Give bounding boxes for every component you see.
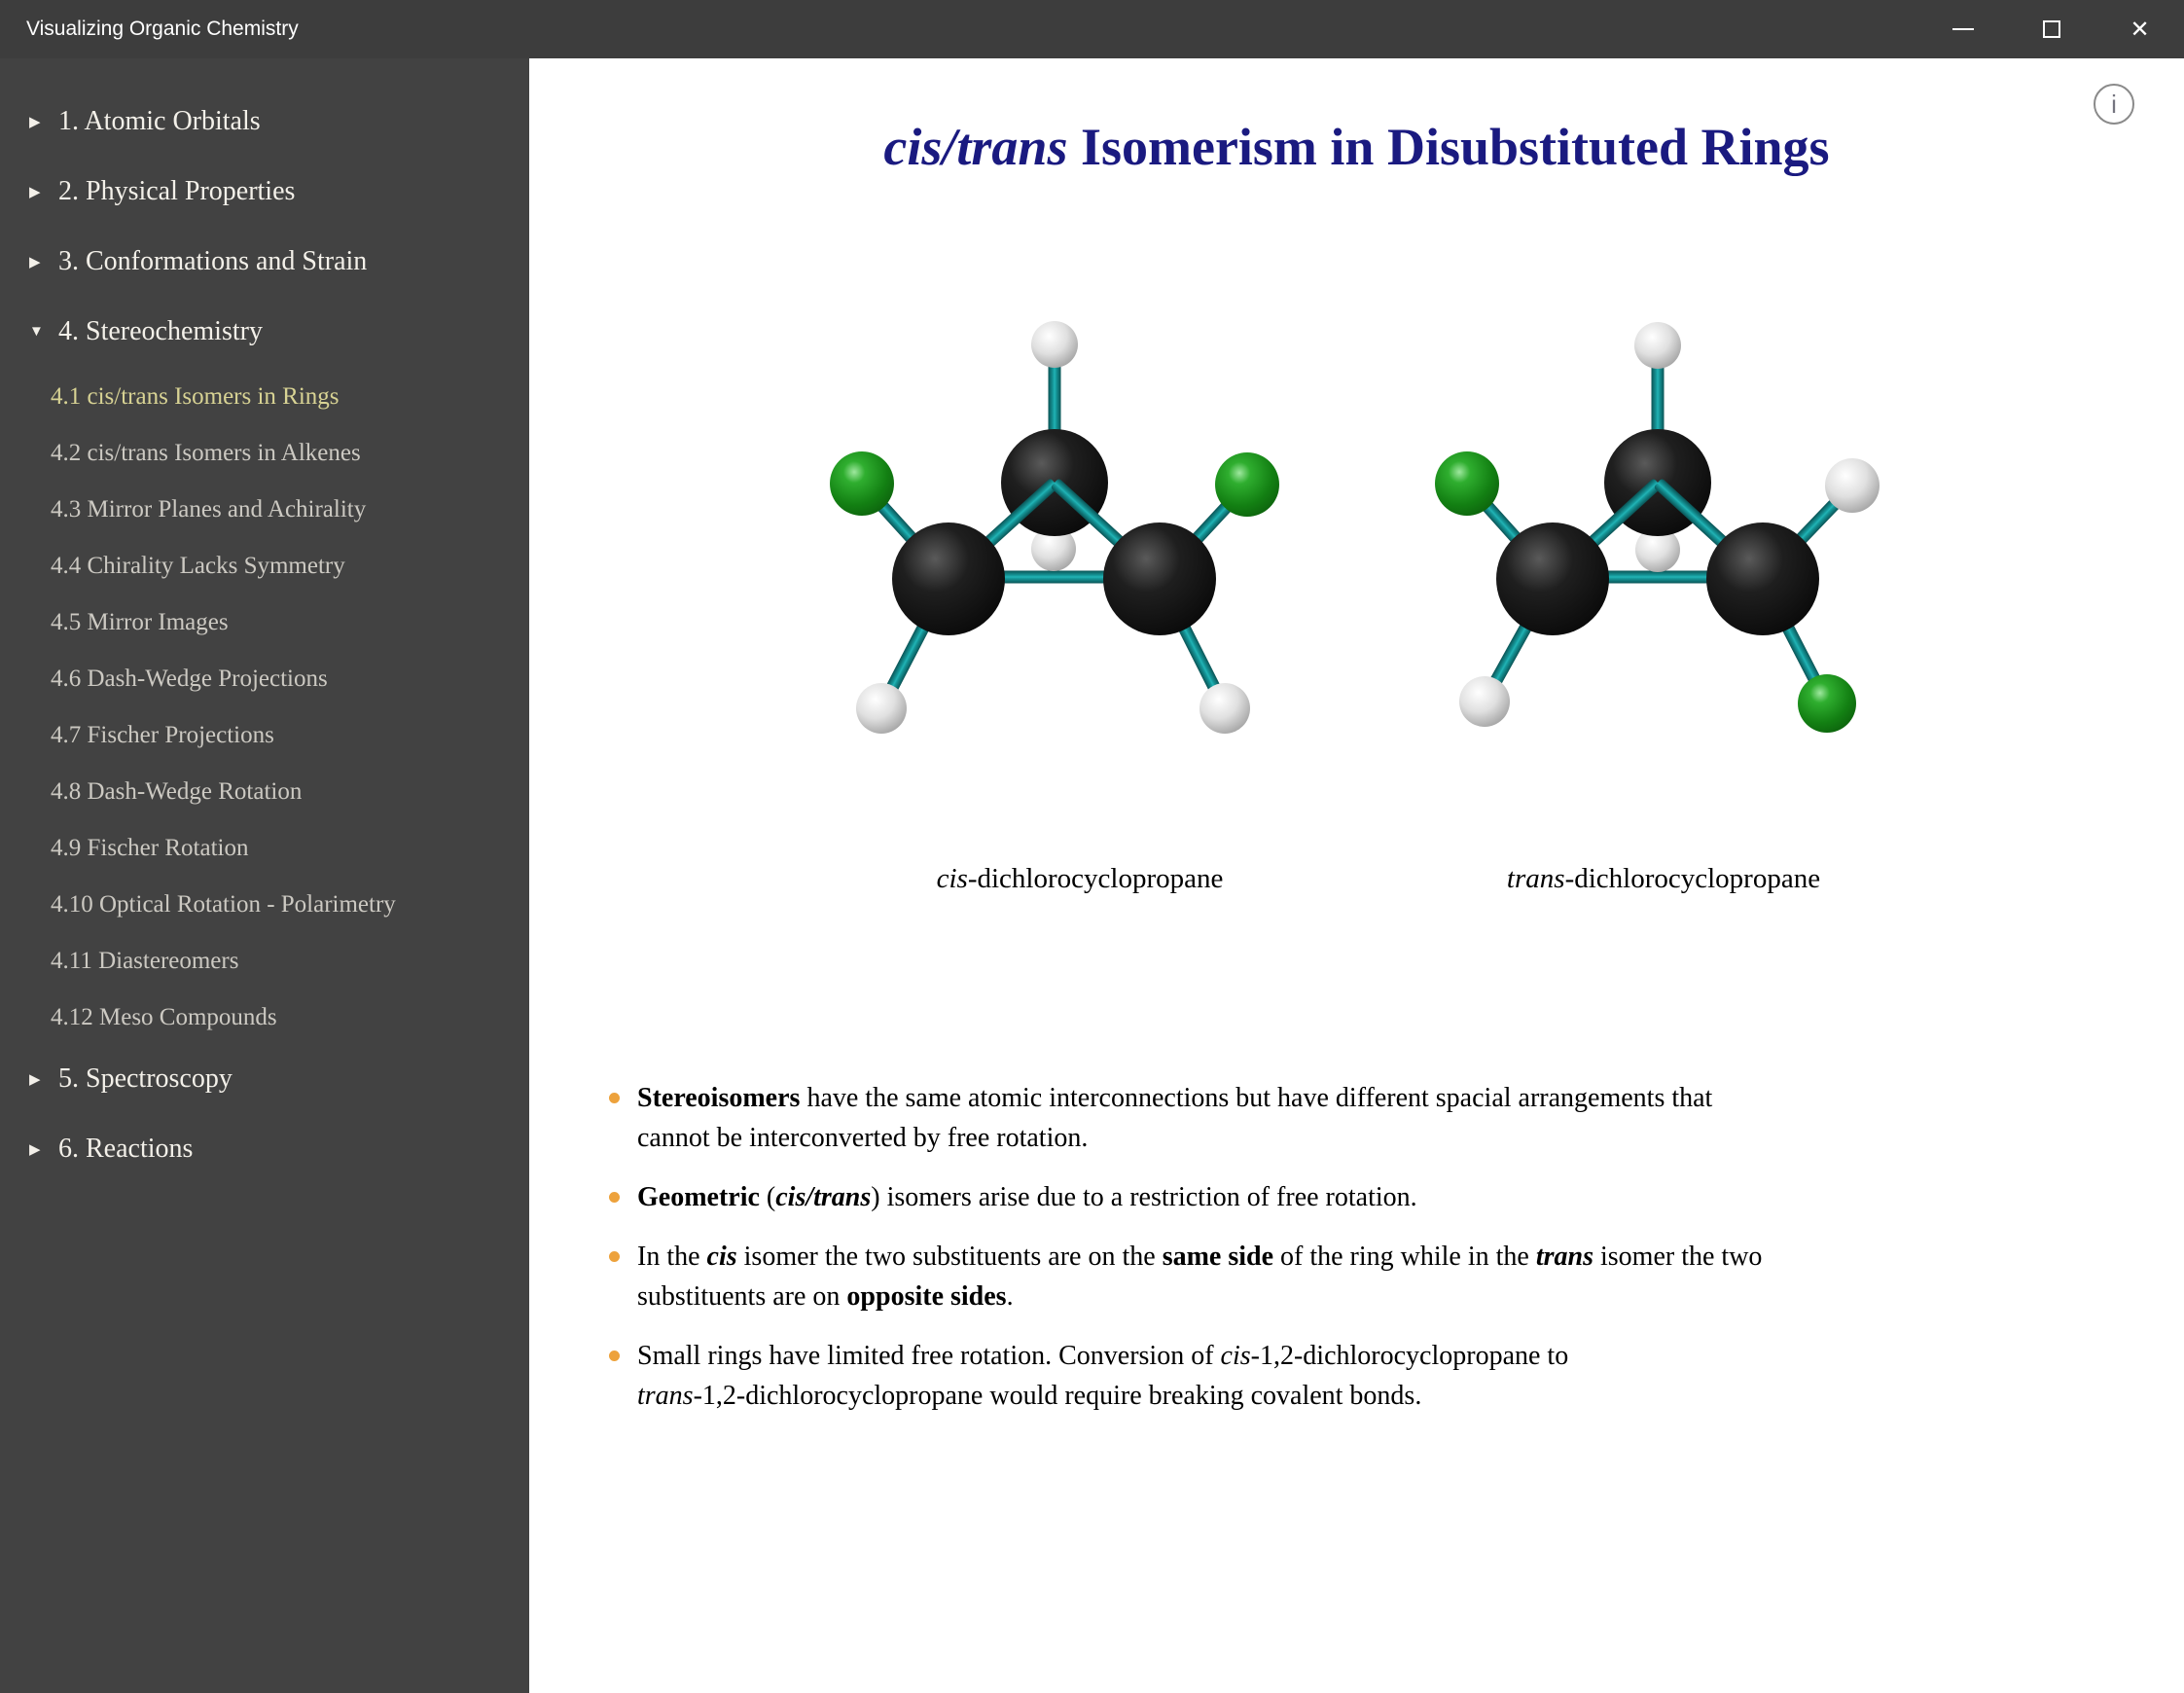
minimize-button[interactable] xyxy=(1918,0,2007,58)
bullet-text: Geometric (cis/trans) isomers arise due to a restriction of free rotation. xyxy=(637,1182,1417,1212)
window-controls xyxy=(1918,0,2184,58)
sidebar-chapter-2[interactable] xyxy=(0,170,529,213)
sidebar-nav xyxy=(0,58,529,1171)
info-icon: i xyxy=(2111,90,2117,119)
chapter-label: 6. Reactions xyxy=(58,1134,194,1164)
info-button[interactable] xyxy=(2094,84,2134,125)
chapter-label: 2. Physical Properties xyxy=(58,176,296,206)
bullet-text: In the cis isomer the two substituents are on the same side of the ring while in the trans isomer the two substituents are on opposite sides. xyxy=(637,1242,1763,1312)
caption-trans-rest: -dichlorocyclopropane xyxy=(1564,863,1821,894)
caption-trans-italic: trans xyxy=(1506,863,1565,894)
sidebar-item-4.11[interactable]: 4.11 Diastereomers xyxy=(51,948,239,974)
caption-cis-rest: -dichlorocyclopropane xyxy=(967,863,1224,894)
sidebar xyxy=(0,58,529,1693)
bullet-text: Stereoisomers have the same atomic interconnections but have different spacial arrangements that cannot be interconverted by free rotation. xyxy=(637,1083,1713,1153)
sidebar-item-4.3[interactable]: 4.3 Mirror Planes and Achirality xyxy=(51,496,367,522)
main-content xyxy=(529,58,2184,1693)
sidebar-chapter-6[interactable] xyxy=(0,1128,529,1171)
chevron-collapsed-icon: ▶ xyxy=(29,254,41,270)
caption-trans xyxy=(1411,863,1916,895)
bullet-dot-icon xyxy=(609,1251,620,1262)
caption-cis xyxy=(827,863,1333,895)
sidebar-chapter-1[interactable] xyxy=(0,100,529,143)
sidebar-item-4.1[interactable]: 4.1 cis/trans Isomers in Rings xyxy=(51,383,340,410)
sidebar-item-4.5[interactable]: 4.5 Mirror Images xyxy=(51,609,229,635)
page-title-italic: cis/trans xyxy=(883,118,1068,176)
chapter-label: 5. Spectroscopy xyxy=(58,1063,233,1094)
page-title xyxy=(529,117,2184,177)
sidebar-chapter-3[interactable] xyxy=(0,240,529,283)
caption-cis-italic: cis xyxy=(936,863,968,894)
sidebar-chapter-4[interactable] xyxy=(0,310,529,353)
sidebar-item-4.12[interactable]: 4.12 Meso Compounds xyxy=(51,1004,277,1030)
chevron-collapsed-icon: ▶ xyxy=(29,184,41,200)
sidebar-item-4.6[interactable]: 4.6 Dash-Wedge Projections xyxy=(51,666,328,692)
molecule-cis-image xyxy=(827,292,1333,759)
maximize-button[interactable] xyxy=(2007,0,2095,58)
bullet-item xyxy=(609,1177,2166,1217)
bullet-dot-icon xyxy=(609,1093,620,1103)
molecule-trans-image xyxy=(1411,292,1916,759)
sidebar-item-4.9[interactable]: 4.9 Fischer Rotation xyxy=(51,835,249,861)
sidebar-item-4.7[interactable]: 4.7 Fischer Projections xyxy=(51,722,274,748)
bullet-dot-icon xyxy=(609,1192,620,1203)
chapter-label: 1. Atomic Orbitals xyxy=(58,106,261,136)
sidebar-item-4.10[interactable]: 4.10 Optical Rotation - Polarimetry xyxy=(51,891,396,918)
bullet-dot-icon xyxy=(609,1351,620,1361)
bullet-item xyxy=(609,1237,2166,1316)
chevron-collapsed-icon: ▶ xyxy=(29,1071,41,1088)
chevron-collapsed-icon: ▶ xyxy=(29,1141,41,1158)
chevron-collapsed-icon: ▶ xyxy=(29,114,41,130)
sidebar-item-4.4[interactable]: 4.4 Chirality Lacks Symmetry xyxy=(51,553,345,579)
titlebar xyxy=(0,0,2184,58)
minimize-icon xyxy=(1952,28,1974,30)
chapter-label: 3. Conformations and Strain xyxy=(58,246,368,276)
page-title-rest: Isomerism in Disubstituted Rings xyxy=(1067,118,1830,176)
bullet-item xyxy=(609,1078,2166,1158)
close-icon: ✕ xyxy=(2130,16,2150,43)
molecule-3d-view-trans[interactable] xyxy=(1411,292,1916,759)
maximize-icon xyxy=(2043,20,2060,38)
sidebar-item-4.8[interactable]: 4.8 Dash-Wedge Rotation xyxy=(51,778,303,805)
close-button[interactable] xyxy=(2095,0,2184,58)
bullet-item xyxy=(609,1336,2166,1416)
app-title: Visualizing Organic Chemistry xyxy=(26,18,299,40)
bullet-list xyxy=(609,1078,2166,1435)
molecule-3d-view-cis[interactable] xyxy=(827,292,1333,759)
sidebar-item-4.2[interactable]: 4.2 cis/trans Isomers in Alkenes xyxy=(51,440,361,466)
sidebar-chapter-5[interactable] xyxy=(0,1058,529,1100)
bullet-text: Small rings have limited free rotation. Conversion of cis-1,2-dichlorocyclopropane to trans-1,2-dichlorocyclopropane would require breaking covalent bonds. xyxy=(637,1341,1569,1411)
chevron-expanded-icon: ▼ xyxy=(29,323,44,340)
chapter-label: 4. Stereochemistry xyxy=(58,316,263,346)
